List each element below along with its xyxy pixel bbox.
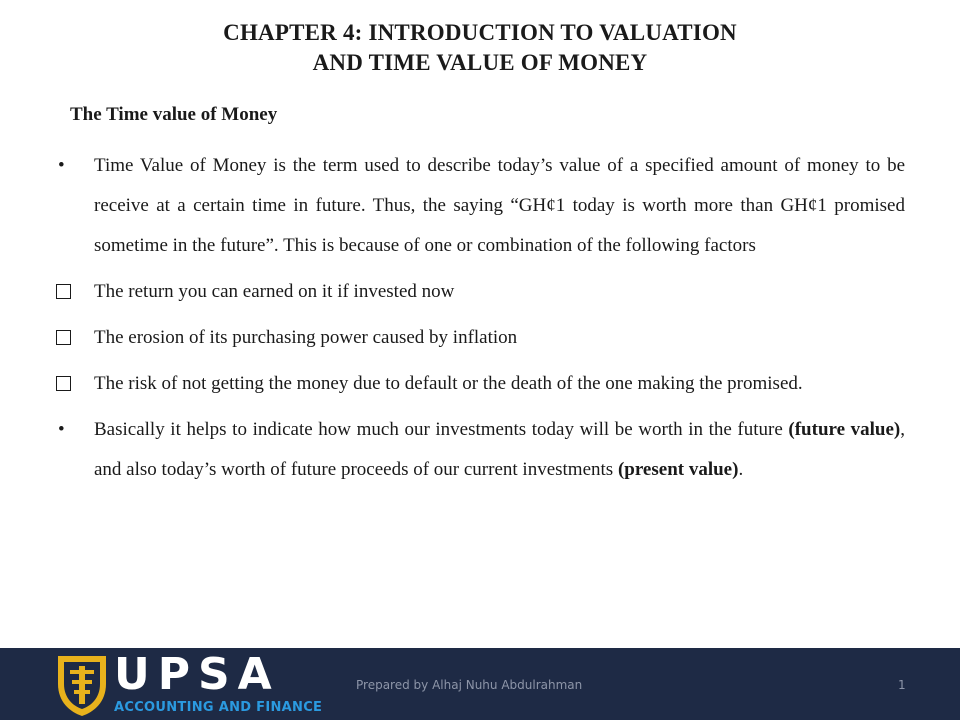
future-value-term: (future value) [788, 419, 901, 440]
list-item-text: The erosion of its purchasing power caused by inflation [94, 327, 518, 348]
checkbox-icon [56, 330, 71, 345]
brand-name: UPSA [114, 649, 280, 700]
slide-title [0, 18, 960, 78]
list-item [56, 146, 905, 266]
brand-subtitle: ACCOUNTING AND FINANCE [114, 700, 323, 715]
checkbox-icon [56, 376, 71, 391]
title-line-1: CHAPTER 4: INTRODUCTION TO VALUATION [223, 20, 737, 45]
bullet-icon: • [58, 419, 65, 440]
list-item [56, 272, 905, 312]
section-heading: The Time value of Money [70, 104, 278, 125]
list-item [56, 318, 905, 358]
prepared-by-text: Prepared by Alhaj Nuhu Abdulrahman [356, 678, 583, 692]
page-number: 1 [898, 678, 906, 692]
upsa-crest-icon [56, 654, 108, 718]
list-item [56, 410, 905, 490]
list-item [56, 364, 905, 404]
footer-bar [0, 648, 960, 720]
bullet-list [56, 146, 905, 492]
bullet-icon: • [58, 155, 65, 176]
present-value-term: (present value) [617, 459, 739, 480]
title-line-2: AND TIME VALUE OF MONEY [312, 50, 648, 75]
list-item-text: The risk of not getting the money due to default or the death of the one making the promised. [94, 373, 803, 394]
list-item-text: Basically it helps to indicate how much our investments today will be worth in the future (future value), and also today’s worth of future proceeds of our current investments (present value). [94, 419, 905, 480]
list-item-text: The return you can earned on it if invested now [94, 281, 455, 302]
list-item-text: Time Value of Money is the term used to describe today’s value of a specified amount of money to be receive at a certain time in future. Thus, the saying “GH¢1 today is worth more than GH¢1 promised sometime in the future”. This is because of one or combination of the following factors [94, 155, 905, 256]
checkbox-icon [56, 284, 71, 299]
